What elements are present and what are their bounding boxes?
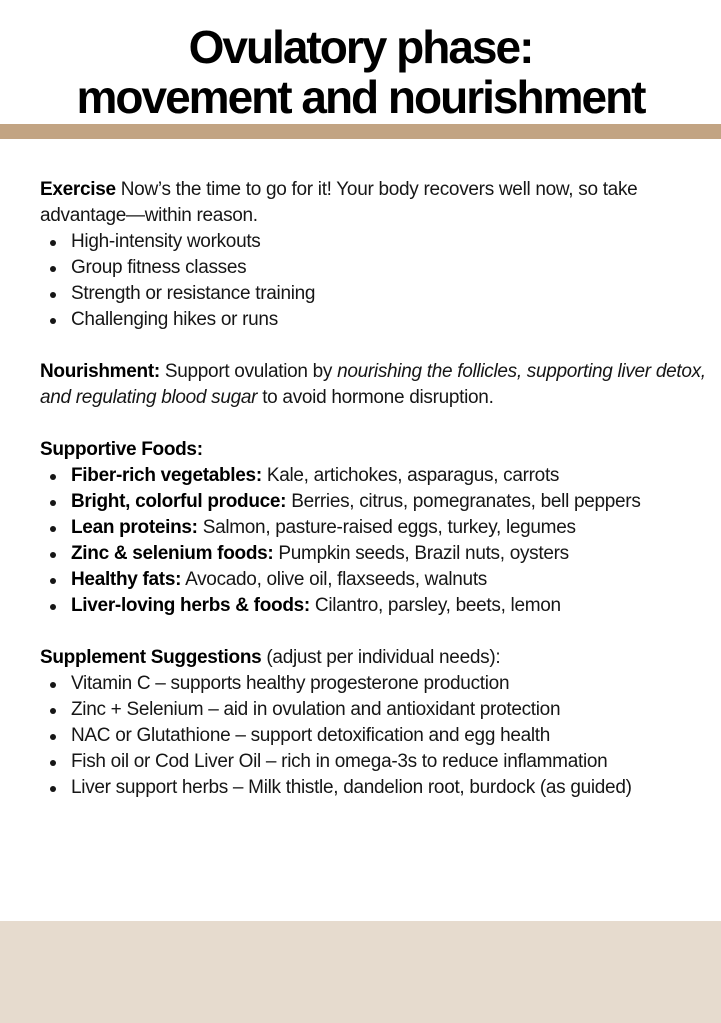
exercise-text: Now’s the time to go for it! Your body recovers well now, so take advantage—within reason. (40, 179, 638, 226)
list-item: Liver support herbs – Milk thistle, dandelion root, burdock (as guided) (40, 775, 710, 801)
exercise-label: Exercise (40, 179, 116, 200)
title-line-1: Ovulatory phase: (188, 21, 533, 73)
food-text: Salmon, pasture-raised eggs, turkey, legumes (197, 517, 576, 538)
supportive-foods-heading: Supportive Foods: (40, 439, 203, 460)
supplements-heading: Supplement Suggestions (40, 647, 262, 668)
list-item (40, 593, 710, 619)
food-label: Lean proteins: (71, 517, 198, 538)
food-label: Healthy fats: (71, 569, 182, 590)
food-label: Zinc & selenium foods: (71, 543, 274, 564)
supplements-note: (adjust per individual needs): (261, 647, 501, 668)
exercise-intro (40, 177, 710, 229)
list-item: Vitamin C – supports healthy progesterone production (40, 671, 710, 697)
food-label: Liver-loving herbs & foods: (71, 595, 310, 616)
nourishment-paragraph (40, 359, 710, 411)
list-item: Challenging hikes or runs (40, 307, 710, 333)
list-item (40, 567, 710, 593)
page-title (0, 22, 721, 122)
nourishment-section (40, 359, 710, 411)
footer-band (0, 921, 721, 1023)
foods-list (40, 463, 710, 619)
food-text: Pumpkin seeds, Brazil nuts, oysters (273, 543, 569, 564)
nourishment-text-after: to avoid hormone disruption. (257, 387, 494, 408)
food-text: Avocado, olive oil, flaxseeds, walnuts (181, 569, 487, 590)
content (40, 177, 710, 801)
list-item (40, 489, 710, 515)
food-text: Cilantro, parsley, beets, lemon (309, 595, 561, 616)
list-item: Strength or resistance training (40, 281, 710, 307)
supplements-section (40, 645, 710, 801)
supplements-list (40, 671, 710, 801)
list-item (40, 541, 710, 567)
list-item (40, 463, 710, 489)
nourishment-text-before: Support ovulation by (159, 361, 338, 382)
food-label: Fiber-rich vegetables: (71, 465, 262, 486)
title-line-2: movement and nourishment (76, 71, 645, 123)
nourishment-label: Nourishment: (40, 361, 160, 382)
exercise-section (40, 177, 710, 333)
list-item: Zinc + Selenium – aid in ovulation and antioxidant protection (40, 697, 710, 723)
list-item: Group fitness classes (40, 255, 710, 281)
header-divider-band (0, 124, 721, 139)
food-label: Bright, colorful produce: (71, 491, 287, 512)
food-text: Berries, citrus, pomegranates, bell peppers (286, 491, 641, 512)
list-item: Fish oil or Cod Liver Oil – rich in omega-3s to reduce inflammation (40, 749, 710, 775)
nourishment-italic: nourishing the follicles, supporting liver detox, and regulating blood sugar (40, 361, 706, 408)
exercise-list (40, 229, 710, 333)
list-item (40, 515, 710, 541)
list-item: High-intensity workouts (40, 229, 710, 255)
list-item: NAC or Glutathione – support detoxification and egg health (40, 723, 710, 749)
food-text: Kale, artichokes, asparagus, carrots (261, 465, 560, 486)
supportive-foods-section (40, 437, 710, 619)
